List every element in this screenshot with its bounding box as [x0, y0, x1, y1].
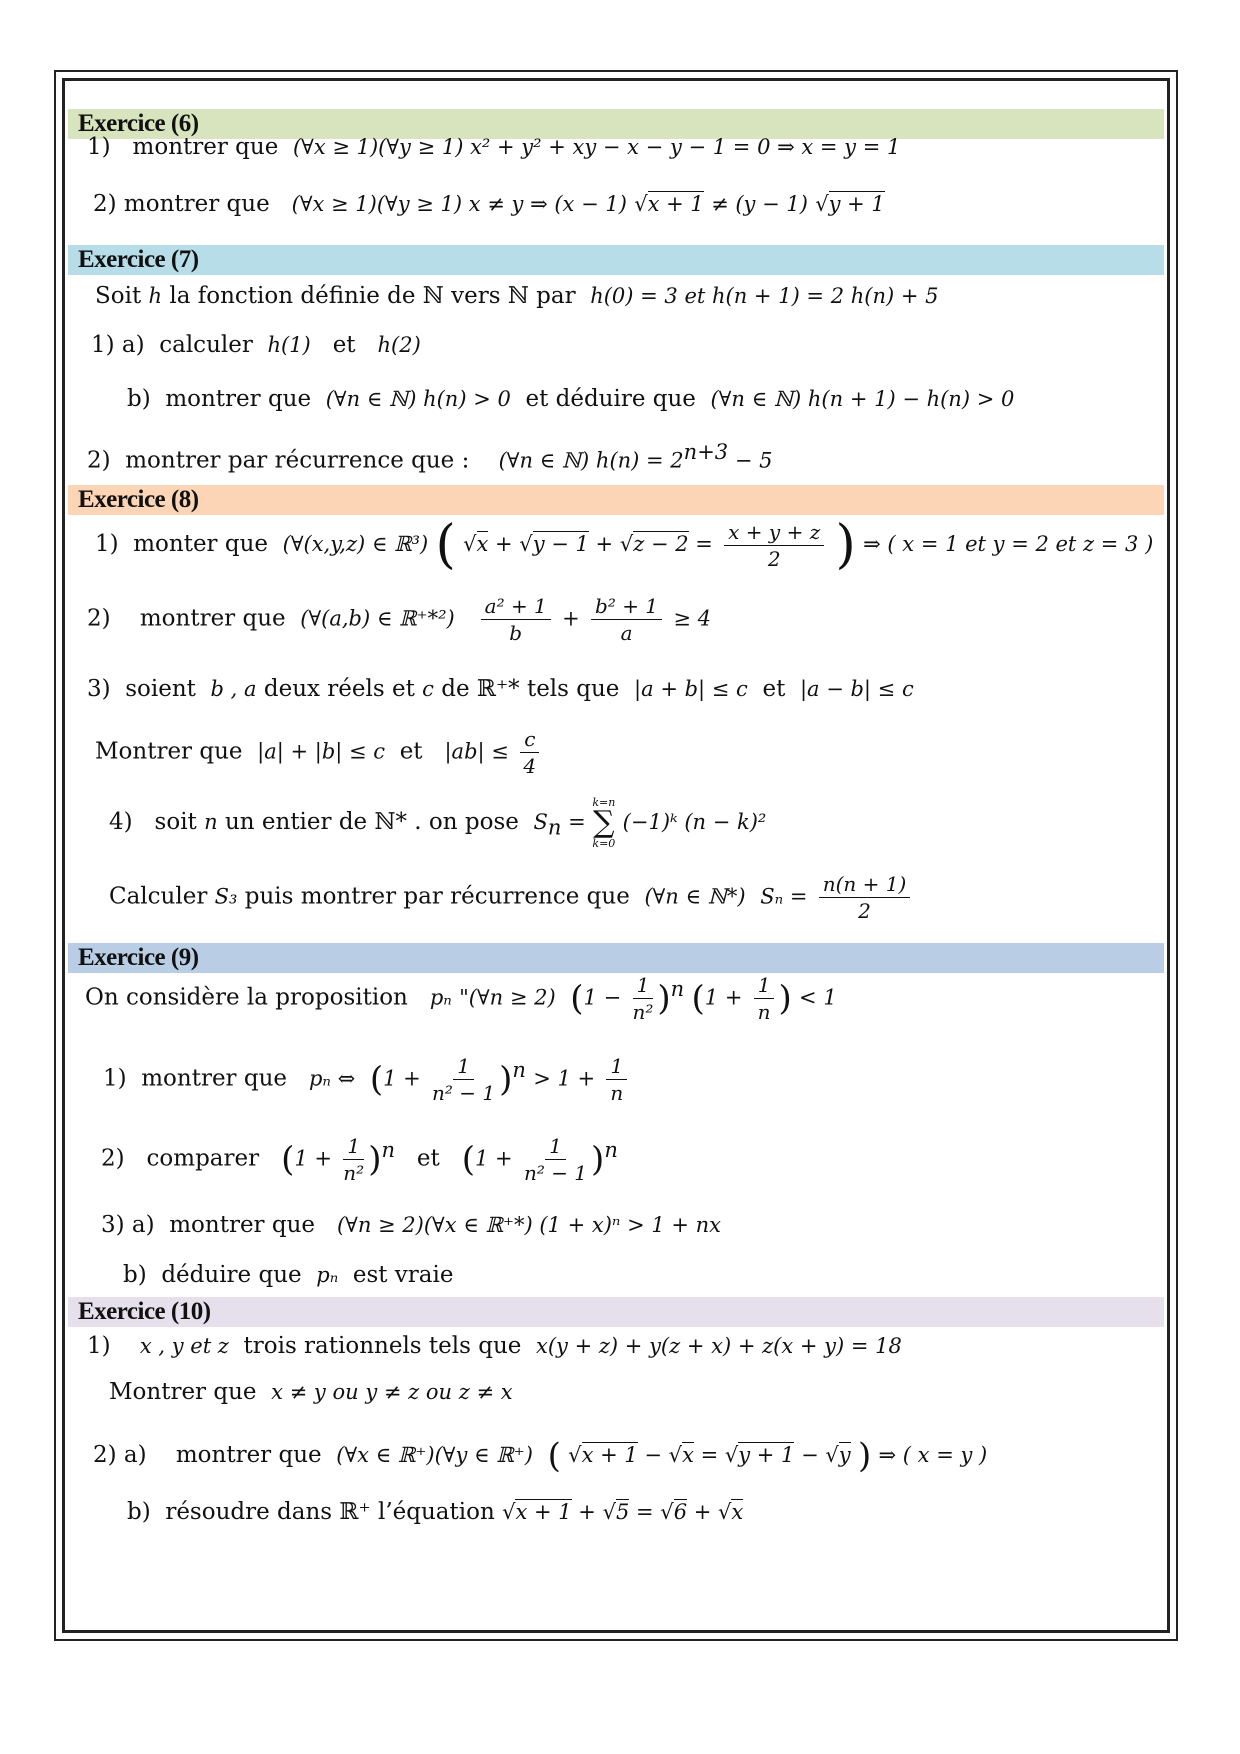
ex8-q4-summation	[592, 797, 615, 849]
exercise-sheet	[65, 81, 1167, 1630]
ex9-q2-term-b: 1 +	[474, 1146, 513, 1171]
ex7-q1a-text: calculer	[159, 332, 253, 358]
ex9-q1-frac-numerator: 1	[453, 1056, 474, 1080]
ex9-intro: On considère la proposition pₙ "(∀n ≥ 2) (1 − $\frac{1}{\text{n²}}$ )$^n$ (1 + $\frac{1}{n}$ ) < 1	[85, 973, 837, 1024]
ex9-intro-term-a: 1 −	[583, 985, 622, 1010]
ex9-q2-frac2-numerator: 1	[545, 1136, 566, 1160]
ex10-q2b-radicand-1: x + 1	[515, 1500, 572, 1524]
ex9-intro-fraction-1	[633, 975, 654, 1022]
ex8-q1-radicand-1: x	[476, 532, 489, 556]
ex10-q2a-radicand-2: x	[682, 1443, 694, 1467]
ex10-q1b-math: x ≠ y ou y ≠ z ou z ≠ x	[271, 1380, 513, 1404]
ex8-q3b-frac-denominator: 4	[523, 754, 537, 778]
ex9-intro-text: On considère la proposition	[85, 984, 408, 1011]
ex8-q1-radicand-2: y − 1	[532, 532, 589, 556]
ex8-q4b-fraction	[819, 874, 911, 921]
exercise-8-title: Exercice (8)	[68, 485, 1164, 515]
ex8-q4b-frac-denominator: 2	[858, 899, 871, 923]
ex10-q2a-number: 2) a)	[93, 1442, 147, 1468]
ex10-q2b-radicand-2: 5	[615, 1500, 630, 1524]
ex9-intro-exponent: n	[670, 976, 685, 1001]
ex8-q2-tail: ≥ 4	[673, 606, 711, 631]
ex8-q3b-math-1: |a| + |b| ≤ c	[257, 739, 386, 764]
ex9-question-3a	[101, 1214, 721, 1237]
ex9-q1-text: montrer que	[141, 1065, 288, 1092]
ex8-question-2: 2) montrer que (∀(a,b) ∈ ℝ⁺*²) $\frac{\text{a² + 1}}{b}$ + $\frac{\text{b² + 1}}{a}$ ≥ 4	[87, 594, 711, 645]
ex10-q2a-radicand-1: x + 1	[581, 1443, 638, 1467]
ex9-q1-fraction	[432, 1056, 495, 1103]
ex8-q4-equals: =	[561, 810, 593, 834]
ex8-q1-fraction	[724, 519, 824, 571]
ex7-q2-tail: − 5	[728, 448, 773, 473]
ex7-question-2	[87, 442, 772, 473]
ex7-q1b-number: b)	[127, 386, 151, 412]
ex9-q1-fraction-2	[606, 1056, 627, 1103]
ex8-q2-frac2-denominator: a	[620, 621, 633, 645]
ex8-q4b-text-2: puis montrer par récurrence que	[244, 883, 630, 910]
ex8-question-3	[87, 678, 914, 701]
ex7-q1a-math-2: h(2)	[377, 333, 421, 357]
exercise-10-title: Exercice (10)	[68, 1297, 1164, 1327]
ex9-intro-p: pₙ	[429, 985, 452, 1010]
ex8-q4-sum-upper: k=n	[592, 796, 616, 809]
ex6-q2-number: 2)	[93, 191, 117, 217]
ex9-q3a-math: (∀n ≥ 2)(∀x ∈ ℝ⁺*) (1 + x)ⁿ > 1 + nx	[336, 1213, 722, 1237]
ex10-q1b-text: Montrer que	[109, 1379, 257, 1405]
ex8-question-3b	[95, 729, 543, 776]
ex8-question-4b	[109, 874, 914, 921]
ex8-q3b-text: Montrer que	[95, 738, 243, 765]
ex7-q2-math: (∀n ∈ ℕ) h(n) = 2	[498, 448, 684, 473]
ex10-question-1	[87, 1335, 902, 1358]
ex8-q4-number: 4)	[109, 809, 133, 835]
ex9-q1-frac-denominator: n² − 1	[432, 1081, 496, 1105]
ex8-q4-s: S	[533, 810, 548, 834]
ex9-q3a-text: montrer que	[169, 1212, 316, 1238]
ex6-q1-math: (∀x ≥ 1)(∀y ≥ 1) x² + y² + xy − x − y − 1 = 0 ⇒ x = y = 1	[292, 135, 901, 159]
ex8-q4-n: n	[204, 810, 218, 834]
ex10-q1-text: trois rationnels tels que	[243, 1333, 522, 1359]
ex9-q2-frac2-denominator: n² − 1	[523, 1161, 588, 1185]
ex10-q2a-text: montrer que	[175, 1442, 322, 1468]
ex7-q1b-math-1: (∀n ∈ ℕ) h(n) > 0	[325, 387, 511, 411]
ex8-q1-text: monter que	[133, 531, 269, 557]
ex9-intro-fraction-2	[754, 975, 775, 1022]
ex8-q3-number: 3)	[87, 676, 111, 702]
exercise-7-title: Exercice (7)	[68, 245, 1164, 275]
ex8-q4-sum-lower: k=0	[592, 837, 616, 850]
ex8-q4-subscript: n	[547, 815, 562, 840]
ex9-intro-frac1-numerator: 1	[633, 975, 654, 999]
ex8-q3b-and: et	[399, 738, 423, 765]
ex6-q1-text: montrer que	[132, 134, 279, 160]
ex10-q1-number: 1)	[87, 1333, 111, 1359]
ex7-q2-exponent: n+3	[683, 440, 729, 464]
ex10-question-1b	[109, 1381, 513, 1404]
ex7-q1a-number: 1) a)	[91, 332, 145, 358]
ex8-q4-text-1: soit	[154, 809, 197, 835]
ex6-q2-radicand-1: x + 1	[647, 192, 704, 216]
ex10-q2b-number: b)	[127, 1499, 151, 1525]
ex8-q4-sum-symbol: ∑	[593, 805, 615, 840]
ex10-question-2a: 2) a) montrer que (∀x ∈ ℝ⁺)(∀y ∈ ℝ⁺) ( √x + 1 − √x = √y + 1 − √y ) ⇒ ( x = y )	[93, 1436, 988, 1476]
ex8-q3-and: et	[762, 676, 786, 702]
ex8-q3-math-2: |a − b| ≤ c	[799, 677, 914, 701]
ex9-intro-frac2-denominator: n	[757, 1000, 771, 1024]
ex8-q1-quantifier: (∀(x,y,z) ∈ ℝ³)	[282, 532, 429, 556]
ex9-intro-term-b: 1 +	[704, 985, 743, 1010]
ex6-q2-radicand-2: y + 1	[828, 192, 885, 216]
ex10-q2a-radicand-3: y + 1	[738, 1443, 795, 1467]
ex9-q1-number: 1)	[103, 1065, 127, 1092]
ex8-question-1: 1) monter que (∀(x,y,z) ∈ ℝ³) ( √x + √y − 1 + √z − 2 = $\frac{x + y + z}{2}$ ) ⇒ ( x = 1 et y = 2 et z = 3 )	[95, 515, 1154, 575]
ex10-q2b-radicand-3: 6	[673, 1500, 688, 1524]
ex8-q2-number: 2)	[87, 605, 111, 632]
ex6-question-2: 2) montrer que (∀x ≥ 1)(∀y ≥ 1) x ≠ y ⇒ (x − 1) √x + 1 ≠ (y − 1) √y + 1	[93, 191, 885, 217]
ex6-question-1	[87, 136, 900, 159]
ex10-q2b-text: résoudre dans ℝ⁺ l’équation	[165, 1499, 495, 1525]
ex7-intro-text-a: Soit	[95, 283, 142, 309]
ex10-q2a-tail: ⇒ ( x = y )	[878, 1443, 988, 1467]
ex9-question-3b	[123, 1264, 453, 1287]
ex8-q1-radicand-3: z − 2	[633, 532, 689, 556]
ex8-q1-frac-numerator: x + y + z	[724, 522, 824, 546]
ex7-intro-text-b: la fonction définie de ℕ vers ℕ par	[169, 283, 576, 309]
ex9-q2-and: et	[416, 1145, 440, 1172]
ex10-q1-variables: x , y et z	[139, 1334, 229, 1358]
ex8-q2-frac1-numerator: a² + 1	[481, 596, 551, 620]
ex7-intro	[95, 285, 938, 308]
ex9-q1-term-b: > 1 +	[533, 1066, 596, 1091]
exercise-6-title: Exercice (6)	[68, 109, 1164, 139]
ex9-intro-tail: < 1	[799, 985, 837, 1010]
ex8-q2-fraction-2	[591, 596, 662, 643]
ex9-intro-frac1-denominator: n²	[632, 1000, 654, 1024]
ex8-q3-variables: b , a	[210, 677, 257, 701]
ex8-q4b-quantifier: (∀n ∈ ℕ*)	[644, 884, 746, 909]
ex9-q2-frac1-numerator: 1	[343, 1136, 364, 1160]
ex8-q3-text-1: soient	[125, 676, 196, 702]
ex8-q4-summand: (−1)ᵏ (n − k)²	[622, 810, 767, 834]
ex8-q2-quantifier: (∀(a,b) ∈ ℝ⁺*²)	[300, 606, 455, 631]
ex7-q1b-text-1: montrer que	[165, 386, 312, 412]
ex7-q2-text: montrer par récurrence que :	[125, 447, 470, 474]
ex8-q1-number: 1)	[95, 531, 119, 557]
ex7-intro-math: h(0) = 3 et h(n + 1) = 2 h(n) + 5	[590, 284, 939, 308]
ex10-q1-math: x(y + z) + y(z + x) + z(x + y) = 18	[536, 1334, 902, 1358]
ex8-q3-text-3: de ℝ⁺* tels que	[441, 676, 620, 702]
ex9-q1-frac2-denominator: n	[610, 1081, 624, 1105]
ex8-q1-conclusion: ⇒ ( x = 1 et y = 2 et z = 3 )	[863, 532, 1154, 556]
ex6-q2-text: montrer que	[123, 191, 270, 217]
ex9-q2-exponent-1: n	[381, 1137, 395, 1162]
ex7-question-1a	[91, 334, 421, 357]
ex7-q2-number: 2)	[87, 447, 111, 474]
ex9-q2-exponent-2: n	[604, 1137, 618, 1162]
ex10-question-2b: b) résoudre dans ℝ⁺ l’équation √x + 1 + √5 = √6 + √x	[127, 1499, 744, 1525]
ex7-q1b-text-2: et déduire que	[525, 386, 696, 412]
ex9-question-2: 2) comparer (1 + $\frac{1}{\text{n²}}$ )$^n$ et (1 + $\frac{1}{\text{n² − 1}}$ )$^n$	[101, 1134, 618, 1185]
ex9-q3b-number: b)	[123, 1262, 147, 1288]
ex7-q1a-and: et	[332, 332, 356, 358]
ex9-q3b-p: pₙ	[316, 1263, 339, 1287]
ex8-q4b-sn: Sₙ =	[760, 884, 808, 909]
ex8-q2-fraction-1	[481, 596, 551, 643]
ex8-q2-frac2-numerator: b² + 1	[591, 596, 662, 620]
ex9-q2-text: comparer	[146, 1145, 260, 1172]
ex8-q3-c: c	[422, 677, 434, 701]
ex9-q2-fraction-2	[524, 1136, 587, 1183]
ex8-q4-text-2: un entier de ℕ* . on pose	[224, 809, 519, 835]
ex8-q3b-frac-numerator: c	[520, 729, 539, 753]
ex8-q4b-s3: S₃	[214, 884, 238, 909]
ex8-q4b-text-1: Calculer	[109, 883, 208, 910]
ex7-q1b-math-2: (∀n ∈ ℕ) h(n + 1) − h(n) > 0	[710, 387, 1015, 411]
ex8-q4b-frac-numerator: n(n + 1)	[819, 874, 911, 898]
ex9-q3b-text-1: déduire que	[161, 1262, 302, 1288]
ex7-question-1b	[127, 388, 1014, 411]
ex9-q1-frac2-numerator: 1	[606, 1056, 627, 1080]
ex8-q3-math-1: |a + b| ≤ c	[634, 677, 748, 701]
ex8-q3b-fraction	[520, 729, 539, 776]
ex9-question-1: 1) montrer que pₙ ⇔ (1 + $\frac{1}{\text{n² − 1}}$ )$^n$ > 1 + $\frac{1}{n}$	[103, 1056, 631, 1103]
ex9-q3a-number: 3) a)	[101, 1212, 155, 1238]
ex7-q1a-math-1: h(1)	[267, 333, 311, 357]
ex9-q1-exponent: n	[512, 1057, 526, 1082]
ex9-q2-number: 2)	[101, 1145, 125, 1172]
ex9-q2-frac1-denominator: n²	[343, 1161, 365, 1185]
ex9-intro-frac2-numerator: 1	[754, 975, 775, 999]
ex9-q2-term-a: 1 +	[294, 1146, 332, 1171]
ex10-q2a-quantifier: (∀x ∈ ℝ⁺)(∀y ∈ ℝ⁺)	[336, 1443, 533, 1467]
ex7-intro-h: h	[148, 284, 163, 308]
ex9-q1-term-a: 1 +	[383, 1066, 421, 1091]
ex10-q2a-radicand-4: y	[838, 1443, 851, 1467]
ex8-q2-frac1-denominator: b	[509, 621, 523, 645]
ex10-q2b-radicand-4: x	[731, 1500, 744, 1524]
ex6-q2-math-b: ≠ (y − 1)	[711, 192, 808, 216]
ex8-q3-text-2: deux réels et	[263, 676, 415, 702]
ex9-intro-quantifier: "(∀n ≥ 2)	[459, 985, 556, 1010]
exercise-9-title: Exercice (9)	[68, 943, 1164, 973]
ex6-q2-math-a: (∀x ≥ 1)(∀y ≥ 1) x ≠ y ⇒ (x − 1)	[291, 192, 627, 216]
ex6-q1-number: 1)	[87, 134, 111, 160]
ex8-q2-text: montrer que	[139, 605, 286, 632]
ex9-q2-fraction-1	[343, 1136, 364, 1183]
ex9-q1-p-equiv: pₙ ⇔	[308, 1066, 356, 1091]
ex8-q3b-math-2: |ab| ≤	[444, 739, 509, 764]
ex9-q3b-text-2: est vraie	[352, 1262, 454, 1288]
ex8-question-4	[109, 797, 766, 849]
ex8-q1-frac-denominator: 2	[767, 546, 781, 571]
